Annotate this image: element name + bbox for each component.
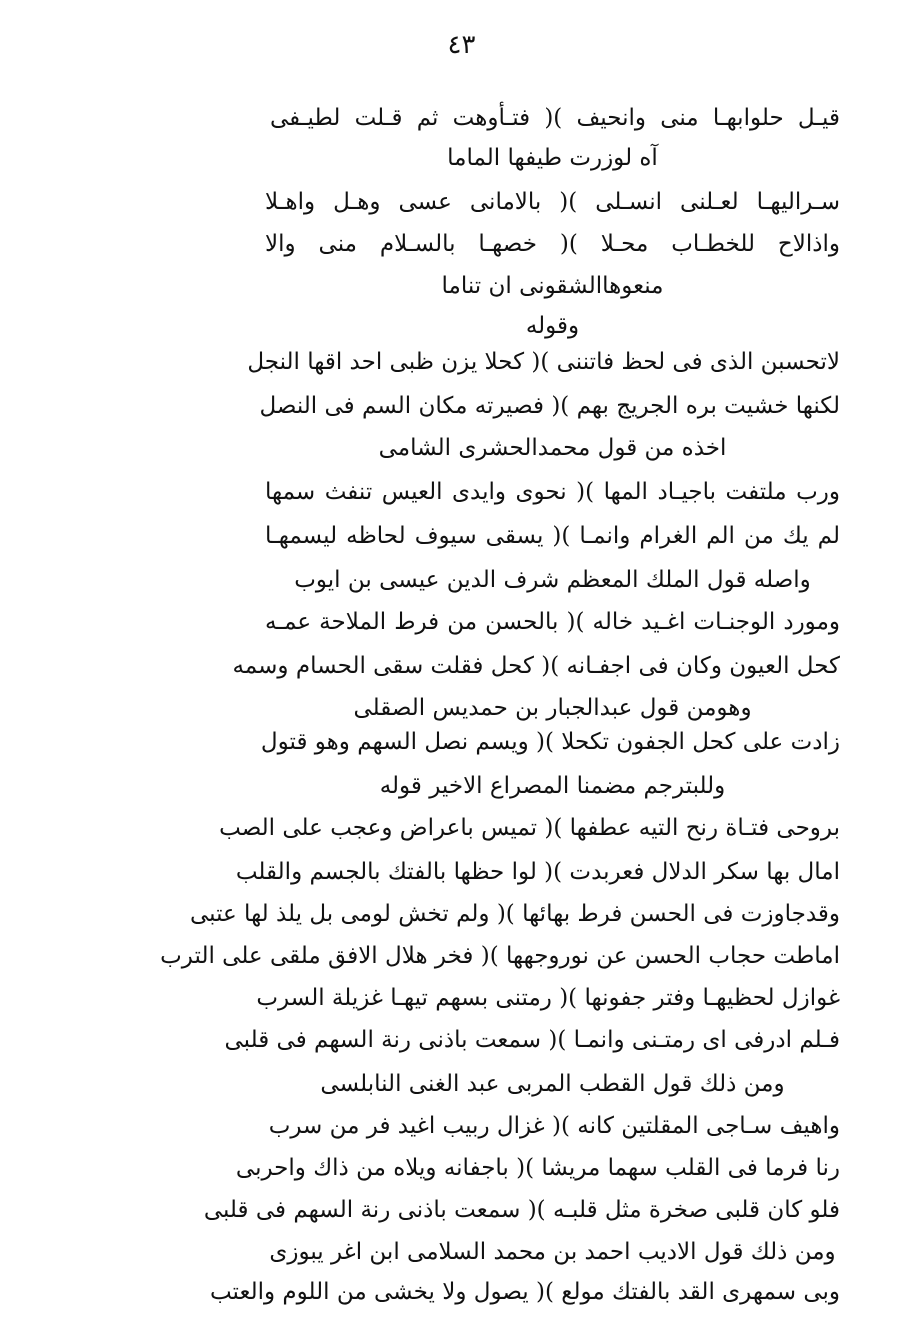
attribution-line: اخذه من قول محمدالحشرى الشامى [378, 435, 727, 461]
verse-line: قيـل حلوابهـا منى وانحيف )( فتـأوهت ثم قـلت لطيـفى [270, 105, 840, 131]
attribution-line: ومن ذلك قول القطب المربى عبد الغنى النابلسى [320, 1071, 785, 1097]
attribution-line: ومن ذلك قول الاديب احمد بن محمد السلامى ابن اغر يبوزى [269, 1239, 836, 1265]
verse-line: لكنها خشيت بره الجريج بهم )( فصيرته مكان السم فى النصل [259, 393, 840, 419]
verse-line: لم يك من الم الغرام وانمـا )( يسقى سيوف لحاظه ليسمهـا [265, 523, 840, 549]
verse-line: فلو كان قلبى صخرة مثل قلبـه )( سمعت باذنى رنة السهم فى قلبى [203, 1197, 840, 1223]
verse-line: آه لوزرت طيفها الماما [447, 145, 658, 171]
verse-line: سـراليهـا لعـلنى انسـلى )( بالامانى عسى وهـل واهـلا [265, 189, 840, 215]
section-heading: وقوله [525, 313, 580, 339]
verse-line: ورب ملتفت باجيـاد المها )( نحوى وايدى العيس تنفث سمها [265, 479, 840, 505]
verse-line: لاتحسبن الذى فى لحظ فاتننى )( كحلا يزن ظبى احد اقها النجل [247, 349, 840, 375]
verse-line: وبى سمهرى القد بالفتك مولع )( يصول ولا يخشى من اللوم والعتب [209, 1279, 840, 1305]
attribution-line: وللبترجم مضمنا المصراع الاخير قوله [379, 773, 726, 799]
verse-line: كحل العيون وكان فى اجفـانه )( كحل فقلت سقى الحسام وسمه [232, 653, 840, 679]
verse-line: ومورد الوجنـات اغـيد خاله )( بالحسن من فرط الملاحة عمـه [265, 609, 840, 635]
verse-line: اماطت حجاب الحسن عن نوروجهها )( فخر هلال الافق ملقى على الترب [160, 943, 840, 969]
verse-line: واذالاح للخطـاب محـلا )( خصهـا بالسـلام منى والا [265, 231, 840, 257]
attribution-line: واصله قول الملك المعظم شرف الدين عيسى بن ايوب [294, 567, 811, 593]
verse-line: فـلم ادرفى اى رمتـنى وانمـا )( سمعت باذنى رنة السهم فى قلبى [224, 1027, 840, 1053]
verse-line: وقدجاوزت فى الحسن فرط بهائها )( ولم تخش لومى بل يلذ لها عتبى [189, 901, 840, 927]
verse-line: منعوهاالشقونى ان تناما [441, 273, 664, 299]
verse-line: بروحى فتـاة رنح التيه عطفها )( تميس باعراض وعجب على الصب [219, 815, 840, 841]
verse-line: واهيف سـاجى المقلتين كانه )( غزال ربيب اغيد فر من سرب [268, 1113, 840, 1139]
page-number: ٤٣ [447, 30, 476, 60]
verse-line: زادت على كحل الجفون تكحلا )( ويسم نصل السهم وهو قتول [260, 729, 840, 755]
attribution-line: وهومن قول عبدالجبار بن حمديس الصقلى [353, 695, 752, 721]
verse-line: رنا فرما فى القلب سهما مريشا )( باجفانه ويلاه من ذاك واحربى [235, 1155, 840, 1181]
verse-line: امال بها سكر الدلال فعربدت )( لوا حظها بالفتك بالجسم والقلب [235, 859, 840, 885]
verse-line: غوازل لحظيهـا وفتر جفونها )( رمتنى بسهم تيهـا غزيلة السرب [256, 985, 840, 1011]
